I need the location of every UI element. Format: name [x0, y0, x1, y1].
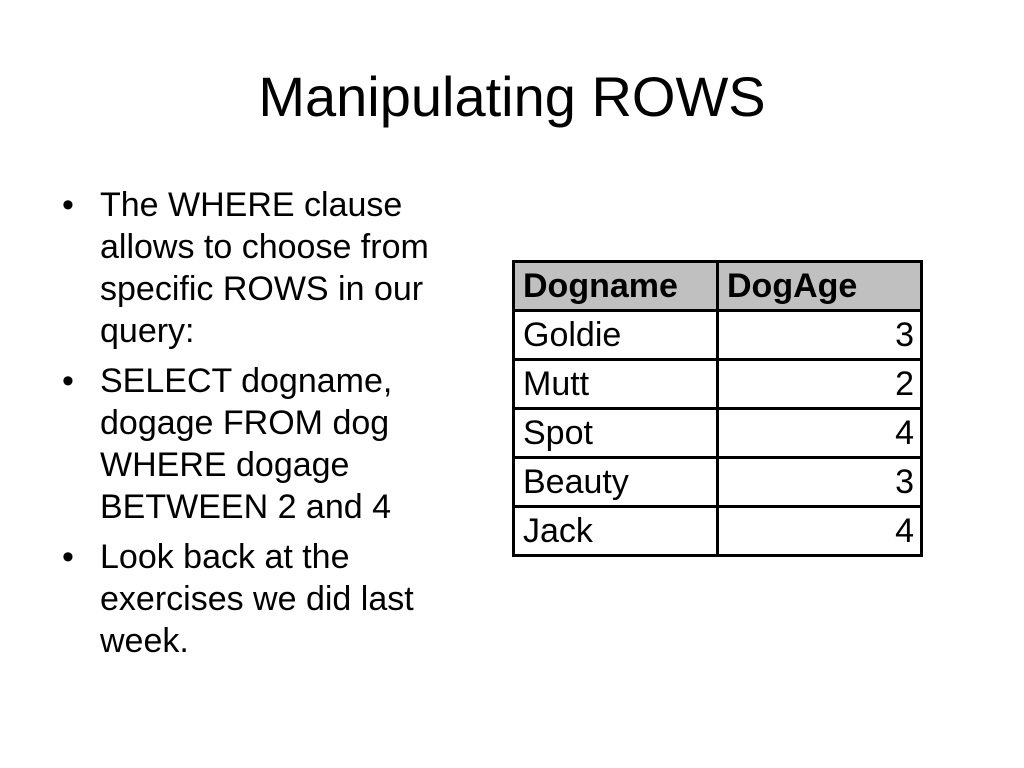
dog-age-cell: 3 [718, 311, 922, 360]
bullet-text: SELECT dogname, dogage FROM dog WHERE dogage BETWEEN 2 and 4 [100, 362, 393, 526]
bullet-item [58, 360, 498, 528]
table-row [514, 311, 922, 360]
dog-name-cell: Jack [514, 507, 718, 556]
bullet-item [58, 536, 498, 662]
dog-age-cell: 2 [718, 360, 922, 409]
table-row [514, 458, 922, 507]
bullet-item [58, 184, 498, 352]
bullet-list [58, 184, 498, 670]
header-dogname: Dogname [514, 262, 718, 311]
slide-title: Manipulating ROWS [258, 65, 766, 128]
table-row [514, 409, 922, 458]
bullet-dot-icon: • [62, 538, 74, 576]
bullet-text: Look back at the exercises we did last week. [100, 538, 414, 660]
dog-table [512, 260, 923, 557]
dog-name-cell: Goldie [514, 311, 718, 360]
dog-age-cell: 4 [718, 507, 922, 556]
bullet-dot-icon: • [62, 362, 74, 400]
table-row [514, 507, 922, 556]
dog-name-cell: Beauty [514, 458, 718, 507]
dog-name-cell: Mutt [514, 360, 718, 409]
header-dogage: DogAge [718, 262, 922, 311]
table-header-row [514, 262, 922, 311]
bullet-dot-icon: • [62, 186, 74, 224]
table-row [514, 360, 922, 409]
dog-age-cell: 3 [718, 458, 922, 507]
dog-age-cell: 4 [718, 409, 922, 458]
dog-name-cell: Spot [514, 409, 718, 458]
bullet-text: The WHERE clause allows to choose from specific ROWS in our query: [100, 186, 429, 350]
